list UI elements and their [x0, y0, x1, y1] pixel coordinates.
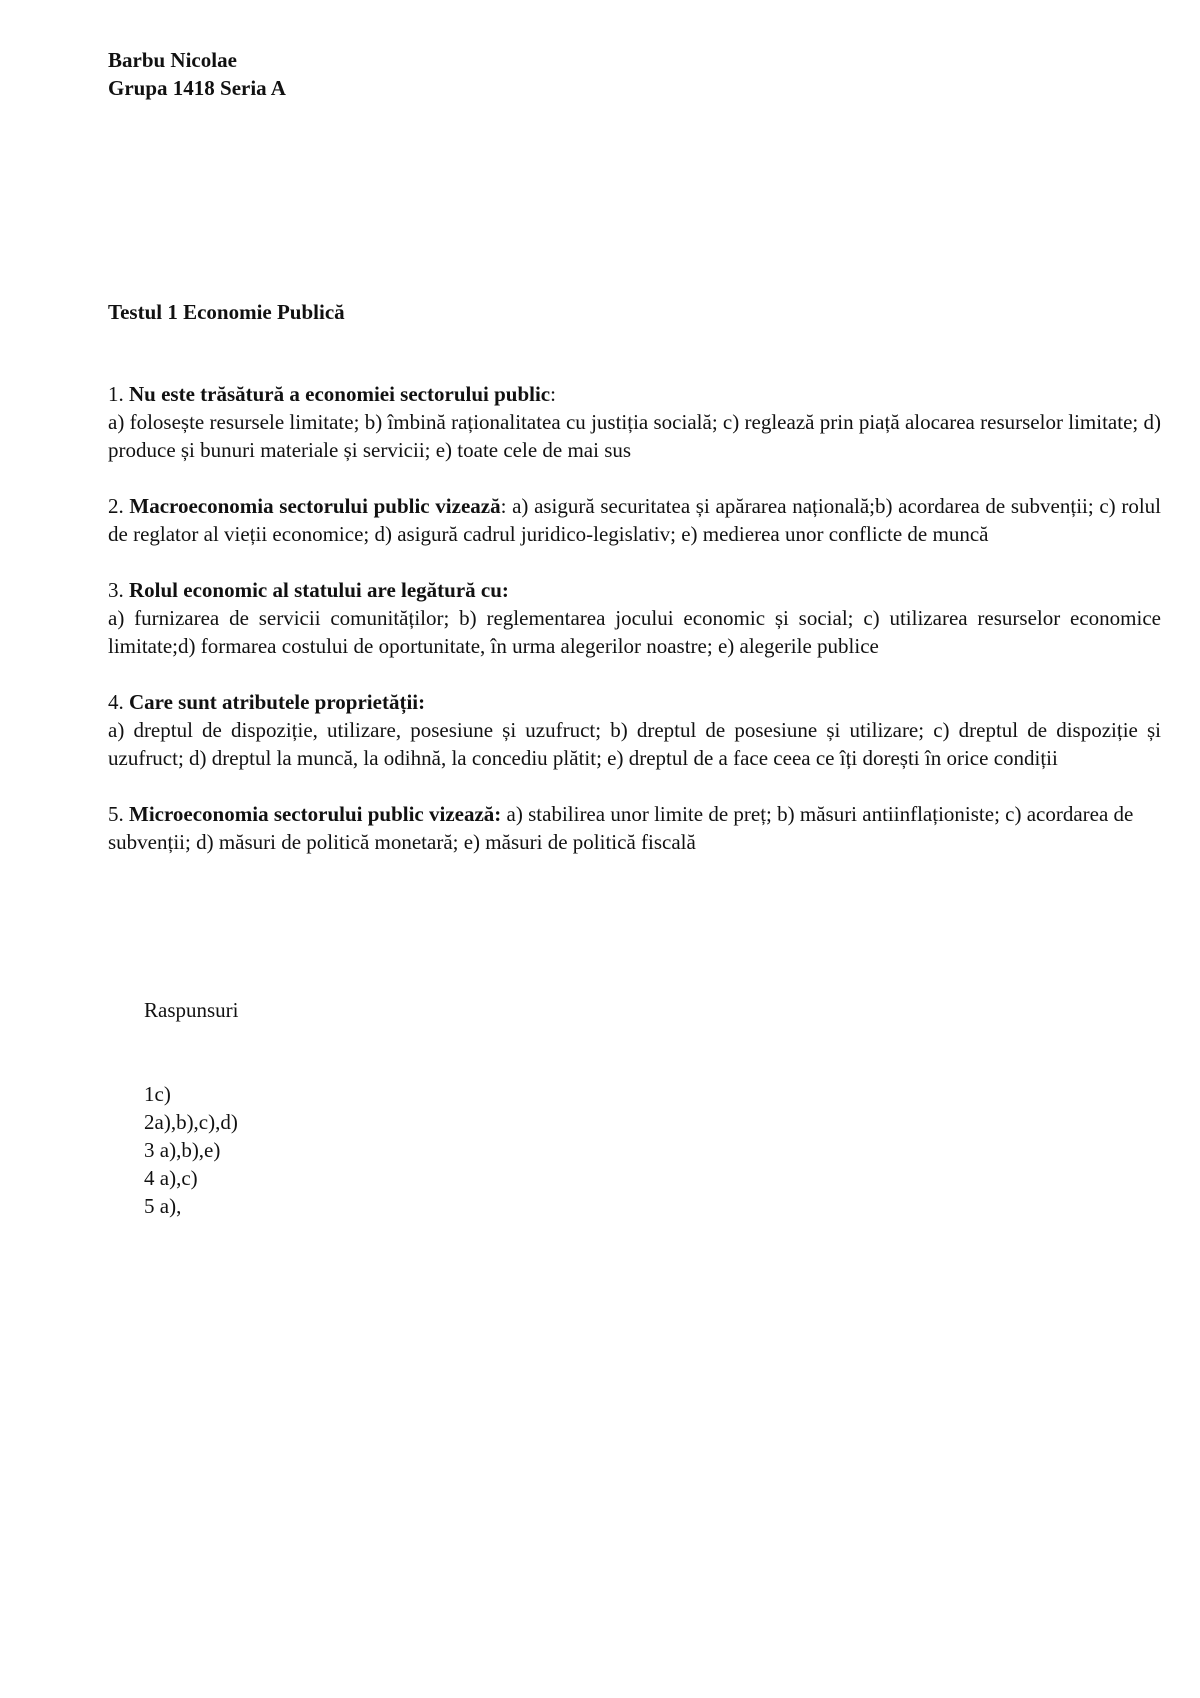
question-prompt: Rolul economic al statului are legătură cu:: [129, 578, 509, 602]
question-number: 4.: [108, 690, 129, 714]
question-5: [108, 800, 1161, 856]
questions-list: [108, 380, 1161, 884]
test-title: Testul 1 Economie Publică: [108, 300, 345, 324]
author-group: Grupa 1418 Seria A: [108, 76, 286, 100]
answer-item: 2a),b),c),d): [144, 1110, 238, 1134]
question-options: a) furnizarea de servicii comunităților; b) reglementarea jocului economic și social; c) utilizarea resurselor economice limitate;d) formarea costului de oportunitate, în urma alegerilor noastre; e) alegerile publice: [108, 606, 1161, 658]
question-options: a) folosește resursele limitate; b) îmbină raționalitatea cu justiția socială; c) reglează prin piață alocarea resurselor limitate; d) produce și bunuri materiale și servicii; e) toate cele de mai sus: [108, 410, 1161, 462]
question-prompt: Microeconomia sectorului public vizează:: [129, 802, 502, 826]
question-1: [108, 380, 1161, 464]
answer-item: 1c): [144, 1082, 171, 1106]
question-options: a) dreptul de dispoziție, utilizare, posesiune și uzufruct; b) dreptul de posesiune și utilizare; c) dreptul de dispoziție și uzufruct; d) dreptul la muncă, la odihnă, la concediu plătit; e) dreptul de a face ceea ce îți dorești în orice condiții: [108, 718, 1161, 770]
question-number: 1.: [108, 382, 129, 406]
question-3: [108, 576, 1161, 660]
answer-item: 3 a),b),e): [144, 1138, 221, 1162]
question-number: 3.: [108, 578, 129, 602]
question-number: 2.: [108, 494, 130, 518]
question-number: 5.: [108, 802, 129, 826]
question-options: a) stabilirea unor limite de preț; b) măsuri antiinflaționiste; c) acordarea de subvenții; d) măsuri de politică monetară; e) măsuri de politică fiscală: [108, 802, 1134, 854]
author-block: [108, 46, 286, 102]
question-prompt: Nu este trăsătură a economiei sectorului public: [129, 382, 551, 406]
answer-item: 4 a),c): [144, 1166, 198, 1190]
answers-heading: Raspunsuri: [144, 998, 239, 1022]
author-name: Barbu Nicolae: [108, 48, 237, 72]
question-4: [108, 688, 1161, 772]
answer-item: 5 a),: [144, 1194, 182, 1218]
question-prompt: Macroeconomia sectorului public vizează: [129, 494, 501, 518]
question-options: a) asigură securitatea și apărarea națională;b) acordarea de subvenții; c) rolul de reglator al vieții economice; d) asigură cadrul juridico-legislativ; e) medierea unor conflicte de muncă: [108, 494, 1161, 546]
question-punct: :: [550, 382, 556, 406]
question-prompt: Care sunt atributele proprietății:: [129, 690, 426, 714]
answers-block: [144, 996, 239, 1220]
question-2: [108, 492, 1161, 548]
question-punct: :: [500, 494, 513, 518]
